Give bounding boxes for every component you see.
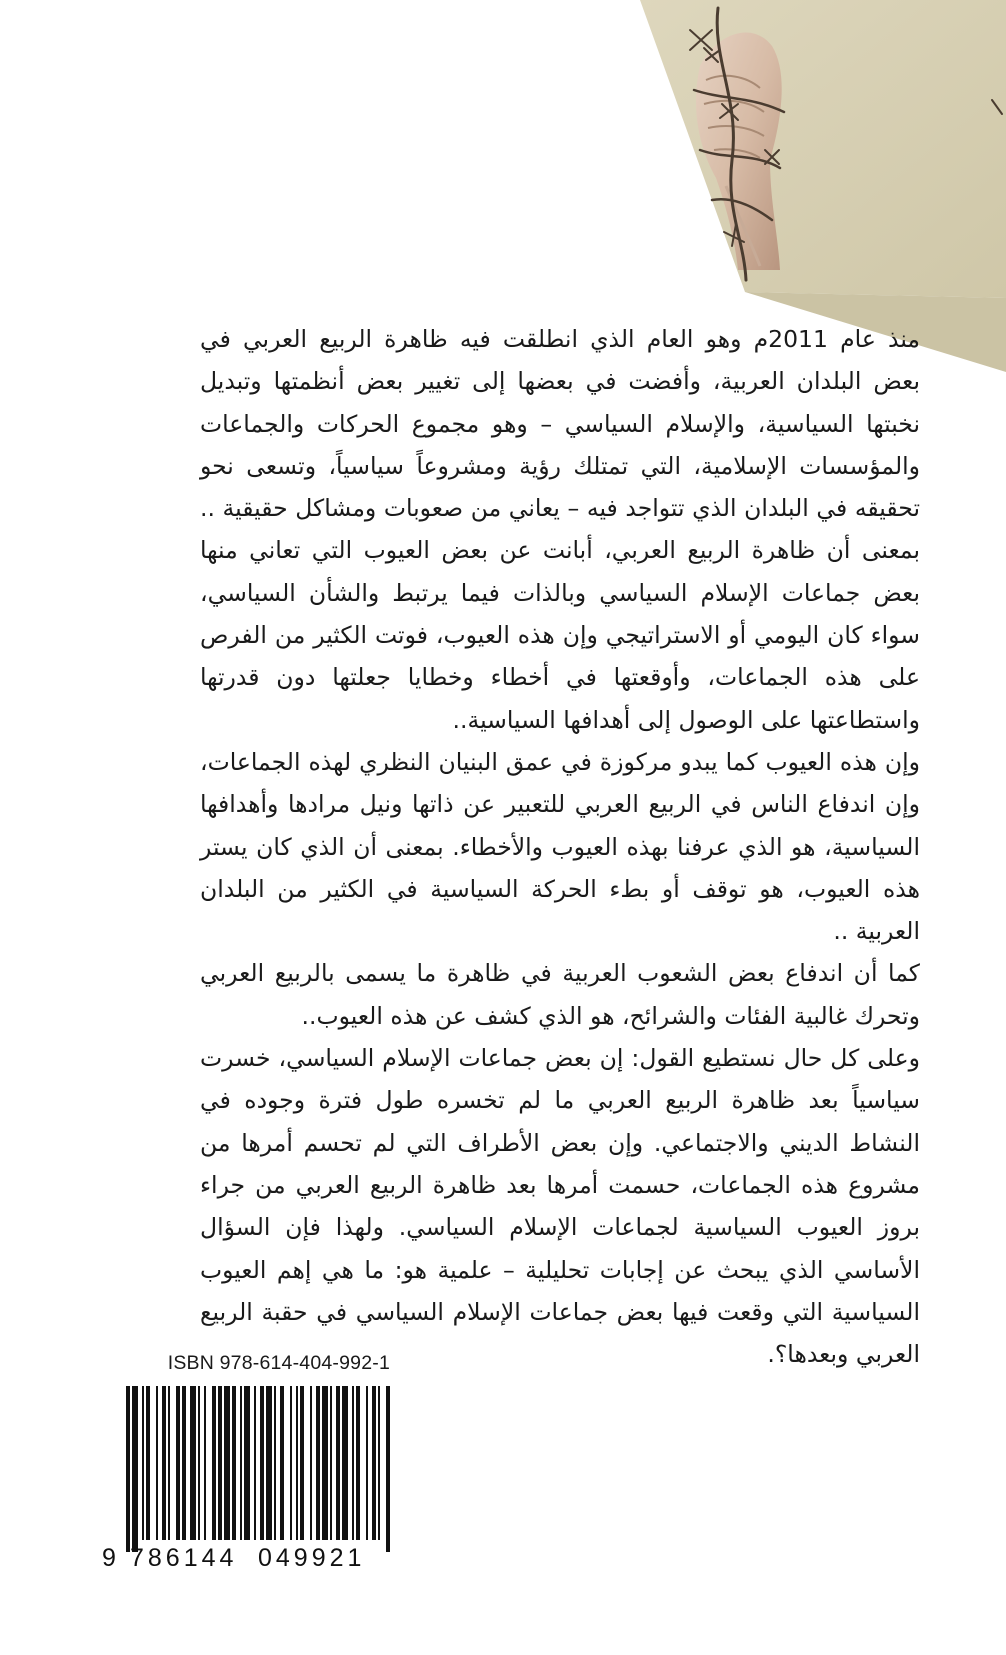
paragraph-2: وإن هذه العيوب كما يبدو مركوزة في عمق البنيان النظري لهذه الجماعات، وإن اندفاع الناس في الربيع العربي للتعبير عن ذاتها ونيل مرادها وأهدافها السياسية، هو الذي عرفنا بهذه العيوب والأخطاء. بمعنى أن الذي كان يستر هذه العيوب، هو توقف أو بطء الحركة السياسية في الكثير من البلدان العربية ..	[200, 747, 920, 946]
barcode-bar	[280, 1386, 284, 1540]
barcode-bar	[182, 1386, 186, 1540]
isbn-barcode	[98, 1380, 398, 1570]
paragraph-3: كما أن اندفاع بعض الشعوب العربية في ظاهرة ما يسمى بالربيع العربي وتحرك غالبية الفئات والشرائح، هو الذي كشف عن هذه العيوب..	[200, 959, 920, 1030]
barcode-bar	[244, 1386, 250, 1540]
barcode-right-digits: 049921	[258, 1544, 366, 1570]
barcode-bar	[162, 1386, 166, 1540]
barcode-bar	[296, 1386, 298, 1540]
barcode-bar	[356, 1386, 360, 1540]
beige-photo-panel	[640, 0, 1006, 372]
barcode-bar	[212, 1386, 216, 1540]
barcode-bar	[274, 1386, 276, 1540]
barcode-bar	[386, 1386, 390, 1552]
barcode-bar	[168, 1386, 170, 1540]
barcode-bar	[146, 1386, 150, 1540]
barcode-bar	[366, 1386, 368, 1540]
barcode-bar	[336, 1386, 340, 1540]
barcode-bar	[190, 1386, 196, 1540]
barcode-bar	[198, 1386, 200, 1540]
barcode-bar	[322, 1386, 328, 1540]
barcode-bar	[342, 1386, 348, 1540]
barcode-bars	[126, 1386, 390, 1552]
barcode-bar	[330, 1386, 332, 1540]
barcode-bar	[176, 1386, 180, 1540]
barcode-bar	[300, 1386, 304, 1540]
barcode-bar	[224, 1386, 230, 1540]
barcode-bar	[254, 1386, 256, 1540]
barcode-bar	[142, 1386, 144, 1540]
barcode-bar	[218, 1386, 222, 1540]
barcode-bar	[290, 1386, 292, 1540]
barcode-lead-digit: 9	[102, 1544, 116, 1570]
paragraph-1: منذ عام 2011م وهو العام الذي انطلقت فيه ظاهرة الربيع العربي في بعض البلدان العربية، وأفضت في بعضها إلى تغيير بعض أنظمتها وتبديل نخبتها السياسية، والإسلام السياسي – وهو مجموع الحركات والجماعات والمؤسسات الإسلامية، التي تمتلك رؤية ومشروعاً سياسياً، وتسعى نحو تحقيقه في البلدان الذي تتواجد فيه – يعاني من صعوبات ومشاكل حقيقية .. بمعنى أن ظاهرة الربيع العربي، أبانت عن بعض العيوب التي تعاني منها بعض جماعات الإسلام السياسي وبالذات فيما يرتبط والشأن السياسي، سواء كان اليومي أو الاستراتيجي وإن هذه العيوب، فوتت الكثير من الفرص على هذه الجماعات، وأوقعتها في أخطاء وخطايا جعلتها دون قدرتها واستطاعتها على الوصول إلى أهدافها السياسية..	[200, 325, 920, 734]
barcode-bar	[310, 1386, 312, 1540]
paragraph-4: وعلى كل حال نستطيع القول: إن بعض جماعات الإسلام السياسي، خسرت سياسياً بعد ظاهرة الربيع العربي ما لم تخسره طول فترة وجوده في النشاط الديني والاجتماعي. وإن بعض الأطراف التي لم تحسم أمرها من مشروع هذه الجماعات، حسمت أمرها بعد ظاهرة الربيع العربي من جراء بروز العيوب السياسية لجماعات الإسلام السياسي. ولهذا فإن السؤال الأساسي الذي يبحث عن إجابات تحليلية – علمية هو: ما هي إهم العيوب السياسية التي وقعت فيها بعض جماعات الإسلام السياسي في حقبة الربيع العربي وبعدها؟.	[200, 1044, 920, 1369]
barcode-bar	[132, 1386, 138, 1552]
barcode-bar	[266, 1386, 272, 1540]
barcode-bar	[240, 1386, 242, 1540]
barcode-bar	[204, 1386, 206, 1540]
barcode-bar	[378, 1386, 380, 1540]
barcode-bar	[156, 1386, 158, 1540]
barcode-bar	[372, 1386, 376, 1540]
barcode-bar	[232, 1386, 236, 1540]
barcode-bar	[316, 1386, 320, 1540]
book-description	[200, 318, 920, 1375]
barcode-bar	[126, 1386, 130, 1552]
barcode-left-digits: 786144	[130, 1544, 238, 1570]
isbn-label: ISBN 978-614-404-992-1	[167, 1352, 390, 1374]
barcode-bar	[260, 1386, 264, 1540]
barcode-bar	[352, 1386, 354, 1540]
